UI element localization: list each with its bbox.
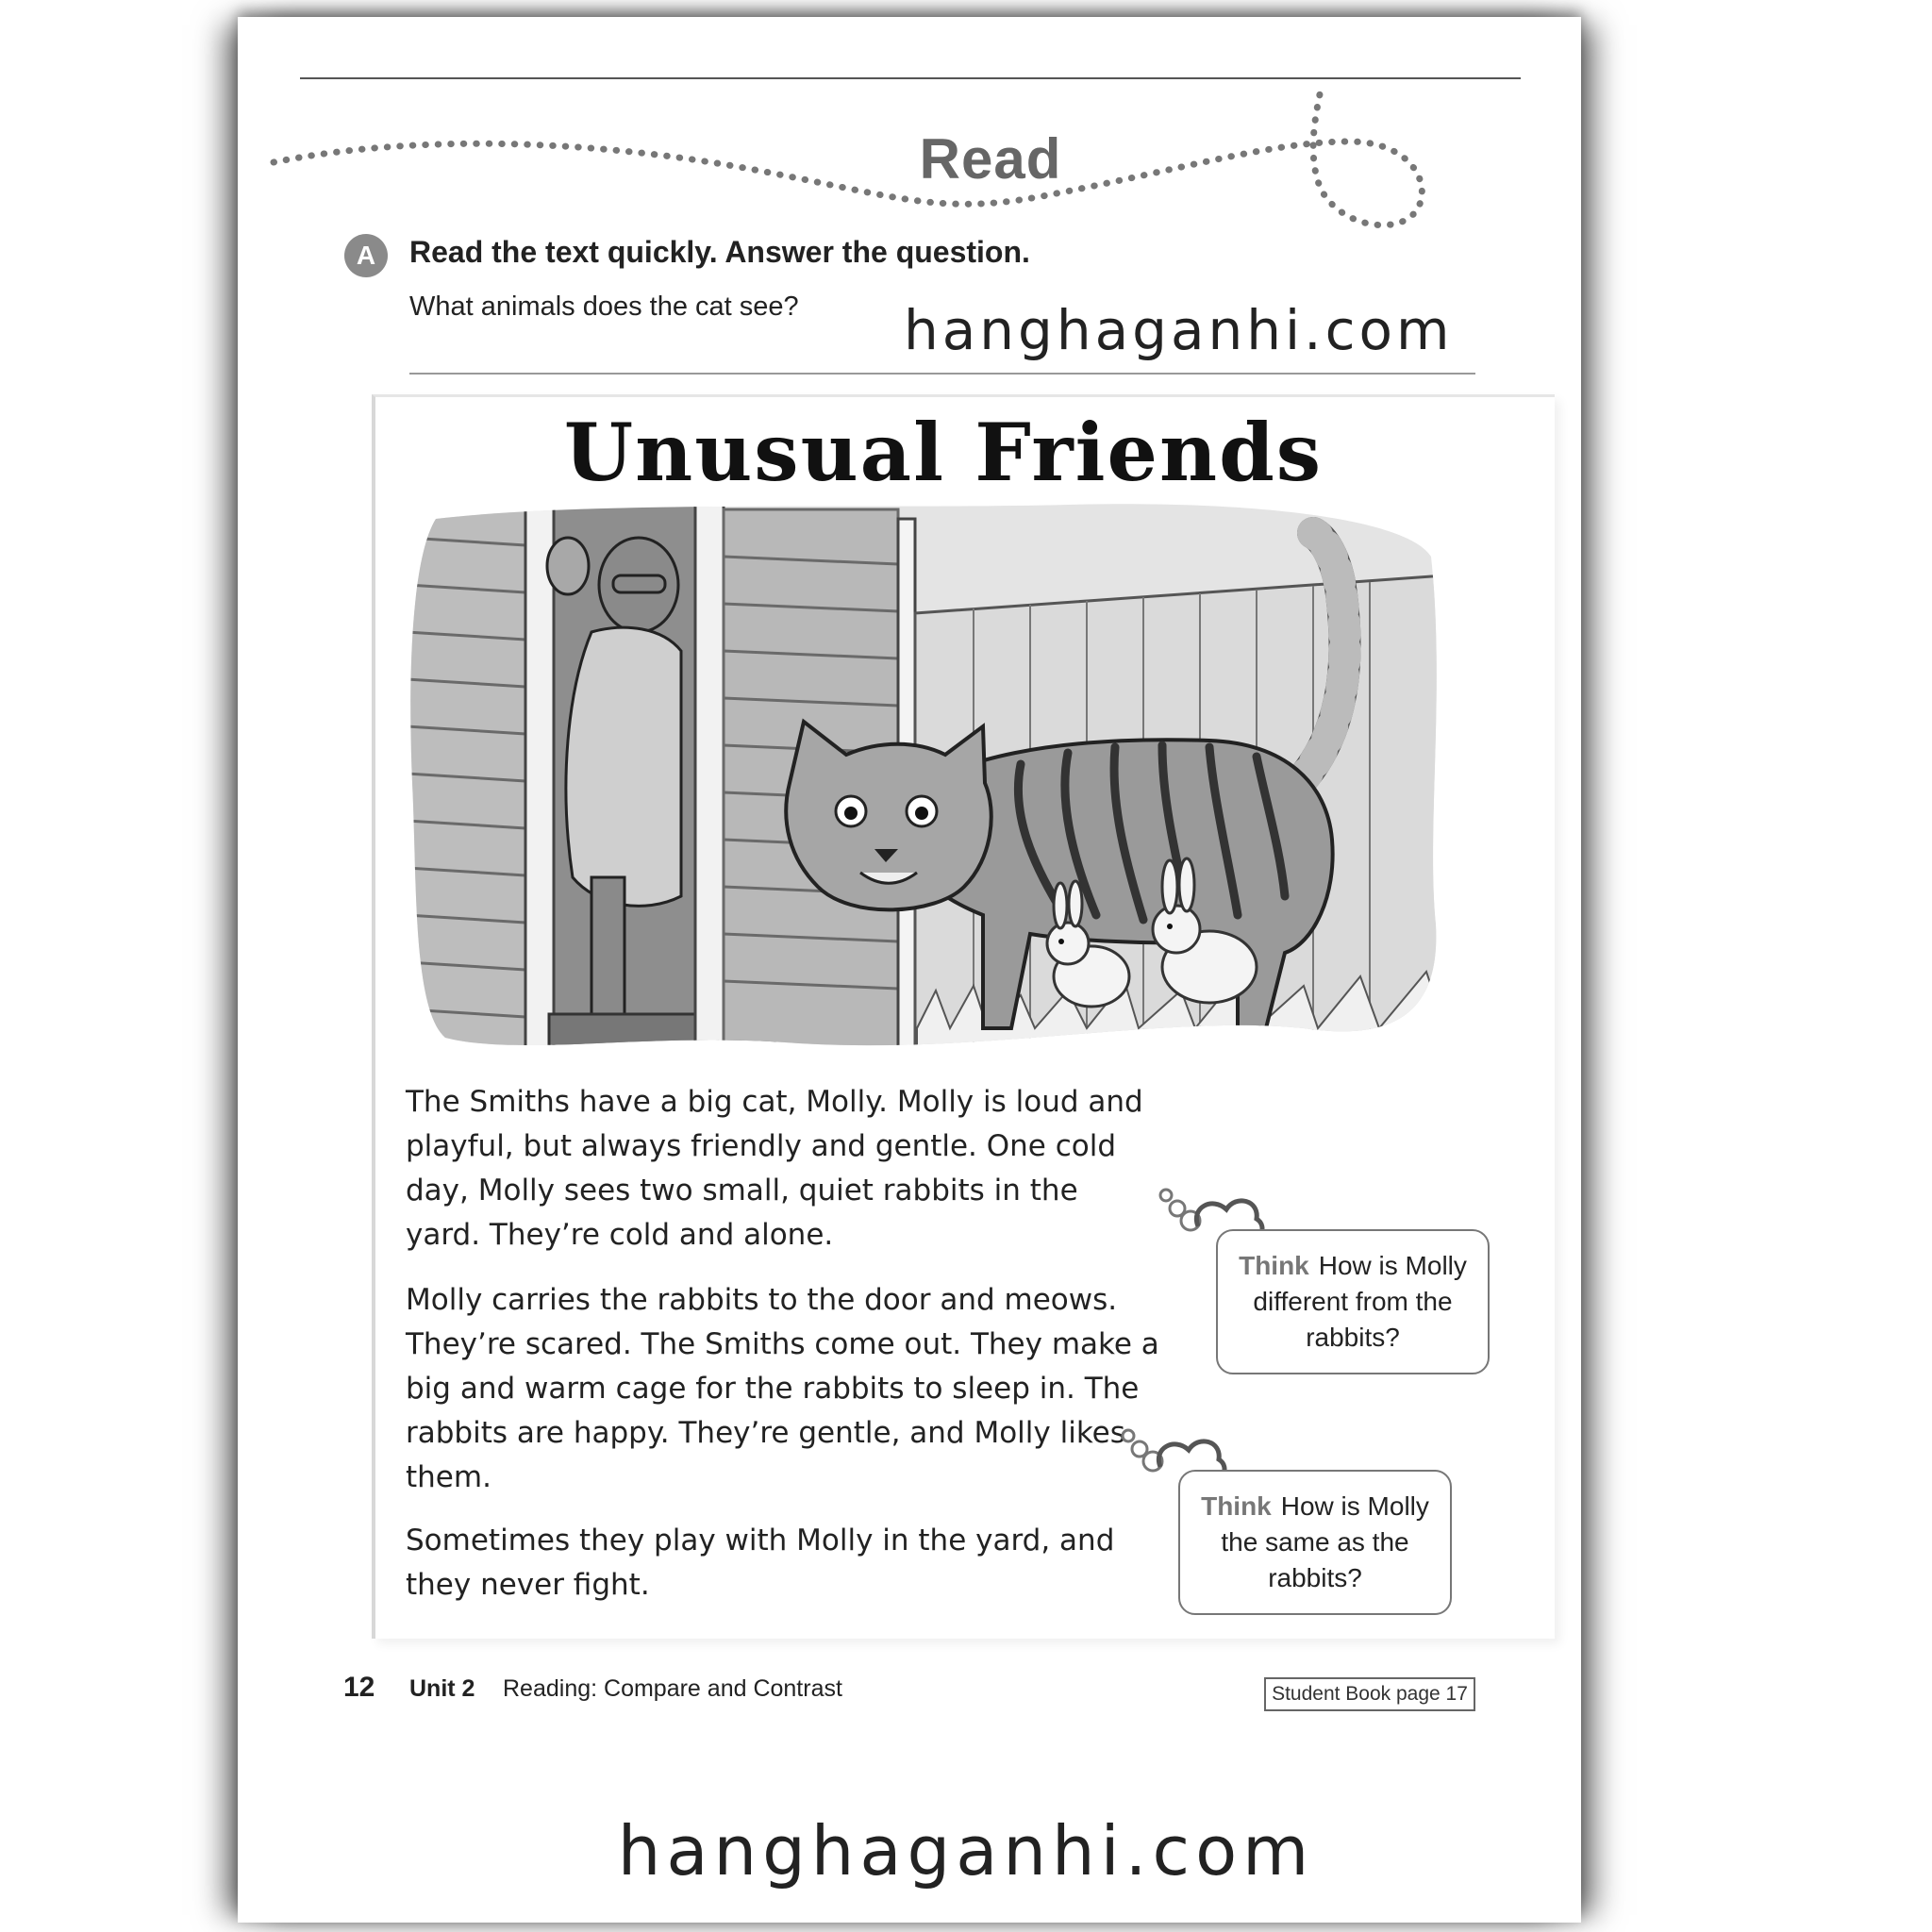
think-label: Think (1239, 1251, 1309, 1280)
story-paragraph-2: Molly carries the rabbits to the door and meows. They’re scared. The Smiths come out. They make a big and warm cage for the rabbits to sleep in. The rabbits are happy. They’re gentle, and Molly likes them. (406, 1283, 1159, 1494)
think-question: How is Molly the same as the rabbits? (1221, 1491, 1429, 1592)
story-paragraph-3: Sometimes they play with Molly in the yard, and they never fight. (406, 1524, 1115, 1602)
top-divider (300, 77, 1521, 79)
story-title: Unusual Friends (563, 406, 1324, 499)
activity-badge: A (344, 234, 388, 277)
think-question: How is Molly different from the rabbits? (1253, 1251, 1467, 1352)
watermark-top: hanghaganhi.com (904, 298, 1454, 362)
activity-instruction: Read the text quickly. Answer the question. (409, 235, 1030, 269)
student-book-reference: Student Book page 17 (1264, 1677, 1475, 1711)
think-box-same (1178, 1470, 1452, 1615)
question-divider (409, 373, 1475, 375)
think-label: Think (1201, 1491, 1272, 1521)
think-box-different (1216, 1229, 1490, 1374)
page-number: 12 (343, 1672, 375, 1703)
story-paragraph-1: The Smiths have a big cat, Molly. Molly is loud and playful, but always friendly and gentle. One cold day, Molly sees two small, quiet rabbits in the yard. They’re cold and alone. (406, 1085, 1143, 1252)
activity-question: What animals does the cat see? (409, 291, 799, 322)
cat-and-rabbits-illustration (408, 500, 1445, 1058)
unit-label: Unit 2 (409, 1675, 475, 1702)
think-box-text-1 (1218, 1248, 1488, 1356)
topic-label: Reading: Compare and Contrast (503, 1675, 842, 1702)
watermark-bottom: hanghaganhi.com (617, 1811, 1315, 1890)
section-heading: Read (919, 127, 1062, 191)
think-box-text-2 (1180, 1489, 1450, 1596)
